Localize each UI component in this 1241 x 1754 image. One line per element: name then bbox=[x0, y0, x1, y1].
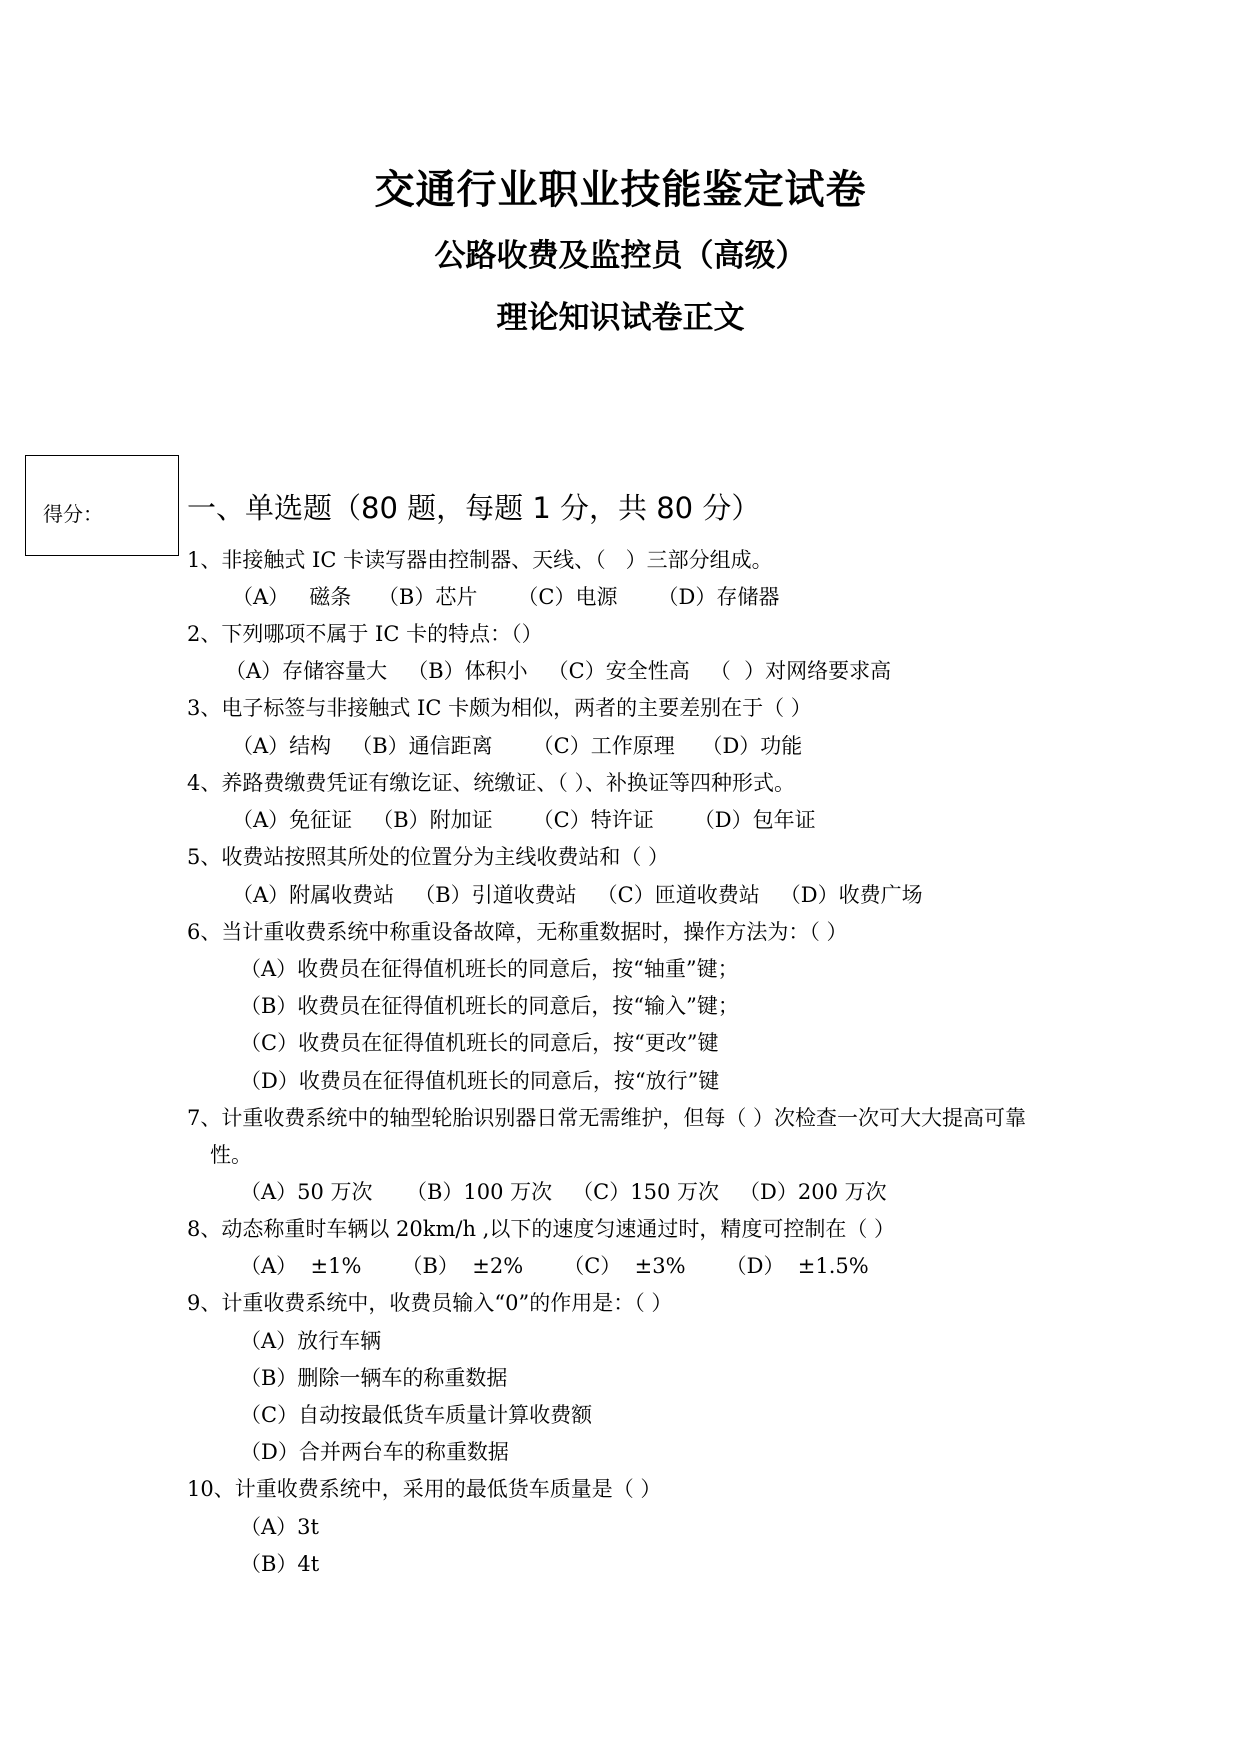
question-1-stem: 1、非接触式 IC 卡读写器由控制器、天线、（ ）三部分组成。 bbox=[187, 548, 773, 572]
question-10-option-a: （A）3t bbox=[240, 1515, 319, 1539]
question-4-options: （A）免征证 （B）附加证 （C）特许证 （D）包年证 bbox=[232, 808, 816, 832]
exam-subtitle: 公路收费及监控员（高级） bbox=[434, 238, 807, 274]
question-6-option-b: （B）收费员在征得值机班长的同意后，按“输入”键； bbox=[240, 994, 739, 1018]
question-6-option-c: （C）收费员在征得值机班长的同意后，按“更改”键 bbox=[240, 1031, 719, 1055]
section-heading: 一、单选题（80 题，每题 1 分，共 80 分） bbox=[187, 491, 761, 525]
question-5-stem: 5、收费站按照其所处的位置分为主线收费站和（ ） bbox=[187, 845, 670, 869]
question-6-option-d: （D）收费员在征得值机班长的同意后，按“放行”键 bbox=[240, 1069, 720, 1093]
question-10-stem: 10、计重收费系统中，采用的最低货车质量是（ ） bbox=[187, 1477, 662, 1501]
question-1-options: （A） 磁条 （B）芯片 （C）电源 （D）存储器 bbox=[232, 585, 780, 609]
question-7-stem-cont: 性。 bbox=[210, 1143, 252, 1167]
question-9-option-a: （A）放行车辆 bbox=[240, 1329, 382, 1353]
question-8-options: （A） ±1% （B） ±2% （C） ±3% （D） ±1.5% bbox=[240, 1254, 869, 1278]
question-9-stem: 9、计重收费系统中，收费员输入“0”的作用是：（ ） bbox=[187, 1291, 673, 1315]
question-5-options: （A）附属收费站 （B）引道收费站 （C）匝道收费站 （D）收费广场 bbox=[232, 883, 923, 907]
question-2-stem: 2、下列哪项不属于 IC 卡的特点：（） bbox=[187, 622, 543, 646]
question-3-stem: 3、电子标签与非接触式 IC 卡颇为相似，两者的主要差别在于（ ） bbox=[187, 696, 812, 720]
question-10-option-b: （B）4t bbox=[240, 1552, 320, 1576]
question-9-option-b: （B）删除一辆车的称重数据 bbox=[240, 1366, 508, 1390]
question-2-options: （A）存储容量大 （B）体积小 （C）安全性高 （ ）对网络要求高 bbox=[225, 659, 892, 683]
question-6-option-a: （A）收费员在征得值机班长的同意后，按“轴重”键； bbox=[240, 957, 739, 981]
score-box[interactable] bbox=[25, 455, 179, 556]
score-label: 得分： bbox=[43, 502, 103, 526]
question-7-options: （A）50 万次 （B）100 万次 （C）150 万次 （D）200 万次 bbox=[240, 1180, 887, 1204]
exam-title: 交通行业职业技能鉴定试卷 bbox=[374, 167, 867, 213]
question-4-stem: 4、养路费缴费凭证有缴讫证、统缴证、（ ）、补换证等四种形式。 bbox=[187, 771, 796, 795]
question-8-stem: 8、动态称重时车辆以 20km/h ,以下的速度匀速通过时，精度可控制在（ ） bbox=[187, 1217, 896, 1241]
question-9-option-c: （C）自动按最低货车质量计算收费额 bbox=[240, 1403, 593, 1427]
question-6-stem: 6、当计重收费系统中称重设备故障，无称重数据时，操作方法为：（ ） bbox=[187, 920, 848, 944]
exam-subtitle-2: 理论知识试卷正文 bbox=[496, 300, 745, 336]
question-9-option-d: （D）合并两台车的称重数据 bbox=[240, 1440, 509, 1464]
question-7-stem: 7、计重收费系统中的轴型轮胎识别器日常无需维护，但每（ ）次检查一次可大大提高可靠 bbox=[187, 1106, 1027, 1130]
question-3-options: （A）结构 （B）通信距离 （C）工作原理 （D）功能 bbox=[232, 734, 803, 758]
